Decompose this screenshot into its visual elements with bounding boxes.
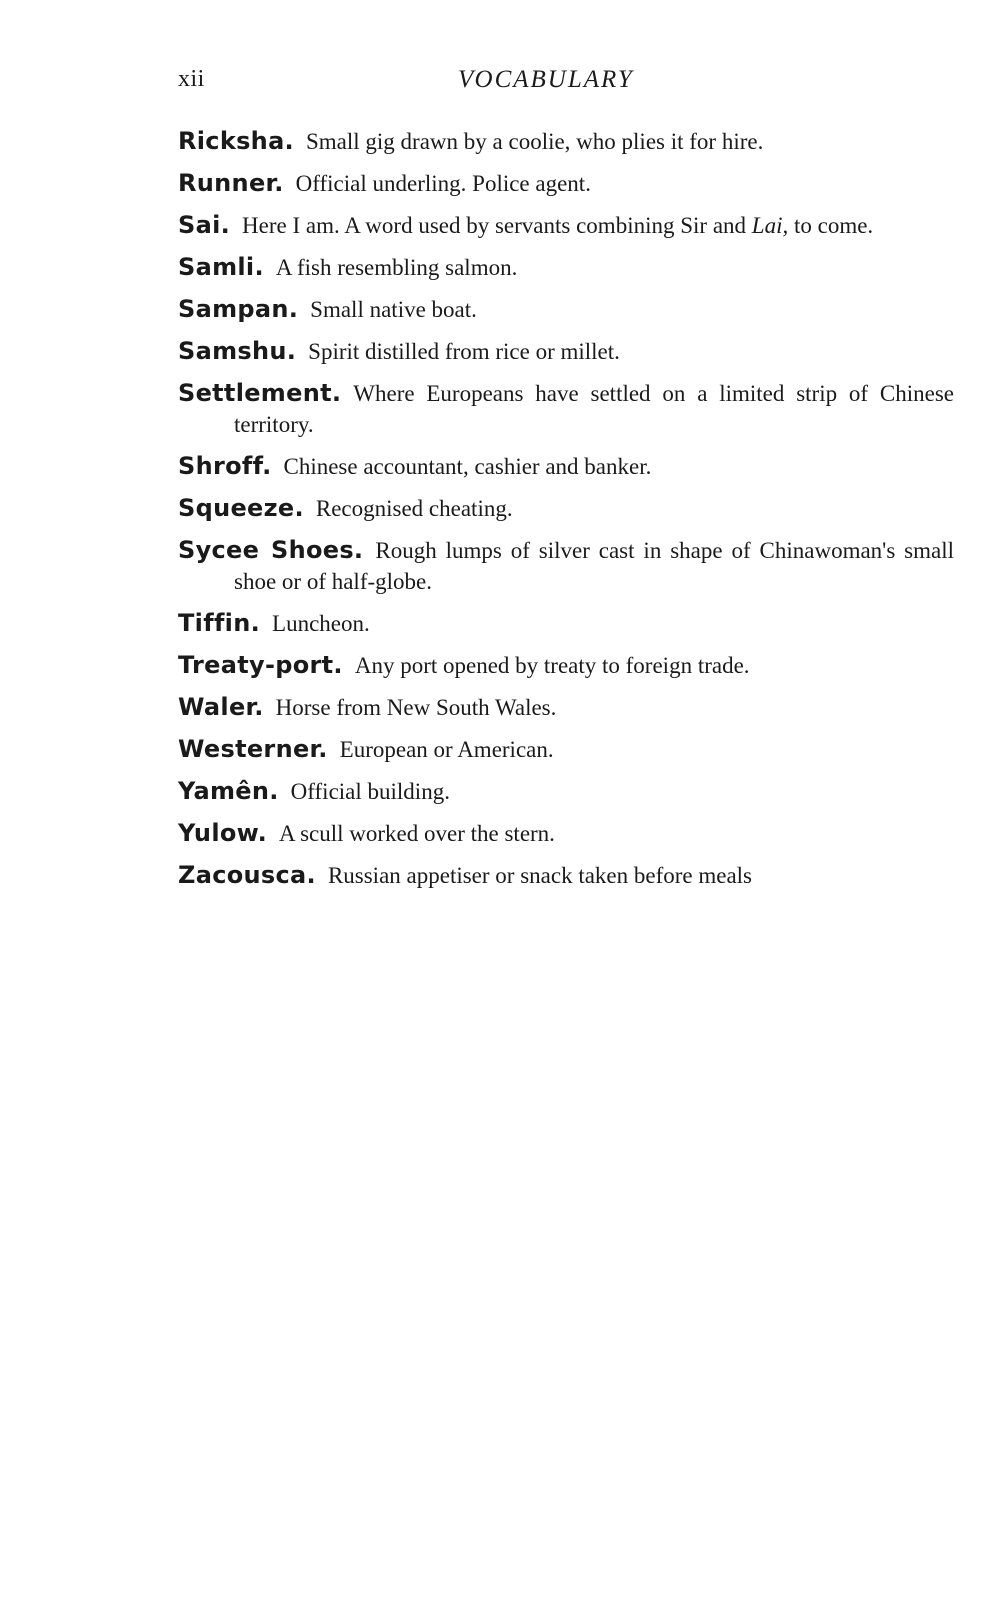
entry-definition: Any port opened by treaty to foreign trade. (354, 653, 750, 678)
entry-term: Shroff. (178, 452, 272, 480)
vocabulary-entry-ricksha (178, 126, 954, 157)
entry-definition-part: to come. (788, 213, 874, 238)
entry-term: Settlement. (178, 379, 342, 407)
vocabulary-entry-squeeze (178, 493, 954, 524)
entry-term: Zacousca. (178, 861, 316, 889)
entry-definition: A fish resembling salmon. (275, 255, 518, 280)
entry-term: Sycee Shoes. (178, 536, 364, 564)
entry-definition: Recognised cheating. (315, 496, 513, 521)
entry-definition: Spirit distilled from rice or millet. (308, 339, 620, 364)
entry-definition: Small native boat. (310, 297, 477, 322)
vocabulary-entry-yamen (178, 776, 954, 807)
entry-definition-part: Here I am. A word used by servants combining Sir and (242, 213, 752, 238)
entry-term: Samshu. (178, 337, 297, 365)
entry-definition: A scull worked over the stern. (279, 821, 555, 846)
vocabulary-entry-sampan (178, 294, 954, 325)
entry-term: Runner. (178, 169, 284, 197)
entry-definition: Chinese accountant, cashier and banker. (283, 454, 652, 479)
entry-definition: Small gig drawn by a coolie, who plies it for hire. (305, 129, 764, 154)
entry-definition: Horse from New South Wales. (275, 695, 557, 720)
vocabulary-entry-samshu (178, 336, 954, 367)
entry-definition: Luncheon. (272, 611, 370, 636)
vocabulary-entry-tiffin (178, 608, 954, 639)
vocabulary-list (178, 126, 954, 902)
entry-term: Squeeze. (178, 494, 304, 522)
vocabulary-entry-runner (178, 168, 954, 199)
running-title: VOCABULARY (458, 66, 634, 93)
page-number: xii (178, 66, 205, 92)
entry-term: Waler. (178, 693, 264, 721)
entry-definition: Rough lumps of silver cast in shape of Chinawoman's small shoe or of half-globe. (234, 538, 954, 594)
vocabulary-entry-treaty-port (178, 650, 954, 681)
entry-term: Treaty-port. (178, 651, 343, 679)
vocabulary-entry-zacousca (178, 860, 954, 891)
entry-term: Sai. (178, 211, 231, 239)
entry-term: Samli. (178, 253, 264, 281)
entry-definition: Official building. (290, 779, 450, 804)
vocabulary-entry-settlement (178, 378, 954, 440)
vocabulary-entry-samli (178, 252, 954, 283)
entry-term: Westerner. (178, 735, 328, 763)
vocabulary-entry-westerner (178, 734, 954, 765)
entry-term: Yulow. (178, 819, 267, 847)
entry-term: Tiffin. (178, 609, 261, 637)
entry-definition: European or American. (339, 737, 554, 762)
vocabulary-entry-sai (178, 210, 954, 241)
entry-term: Yamên. (178, 777, 279, 805)
vocabulary-entry-waler (178, 692, 954, 723)
entry-definition-italic: Lai, (751, 213, 789, 238)
vocabulary-entry-shroff (178, 451, 954, 482)
entry-term: Ricksha. (178, 127, 294, 155)
entry-definition: Russian appetiser or snack taken before meals (327, 863, 753, 888)
entry-definition: Official underling. Police agent. (295, 171, 591, 196)
vocabulary-entry-yulow (178, 818, 954, 849)
entry-definition: Where Europeans have settled on a limited strip of Chinese territory. (234, 381, 954, 437)
entry-definition (242, 213, 873, 238)
vocabulary-entry-sycee-shoes (178, 535, 954, 597)
entry-term: Sampan. (178, 295, 299, 323)
